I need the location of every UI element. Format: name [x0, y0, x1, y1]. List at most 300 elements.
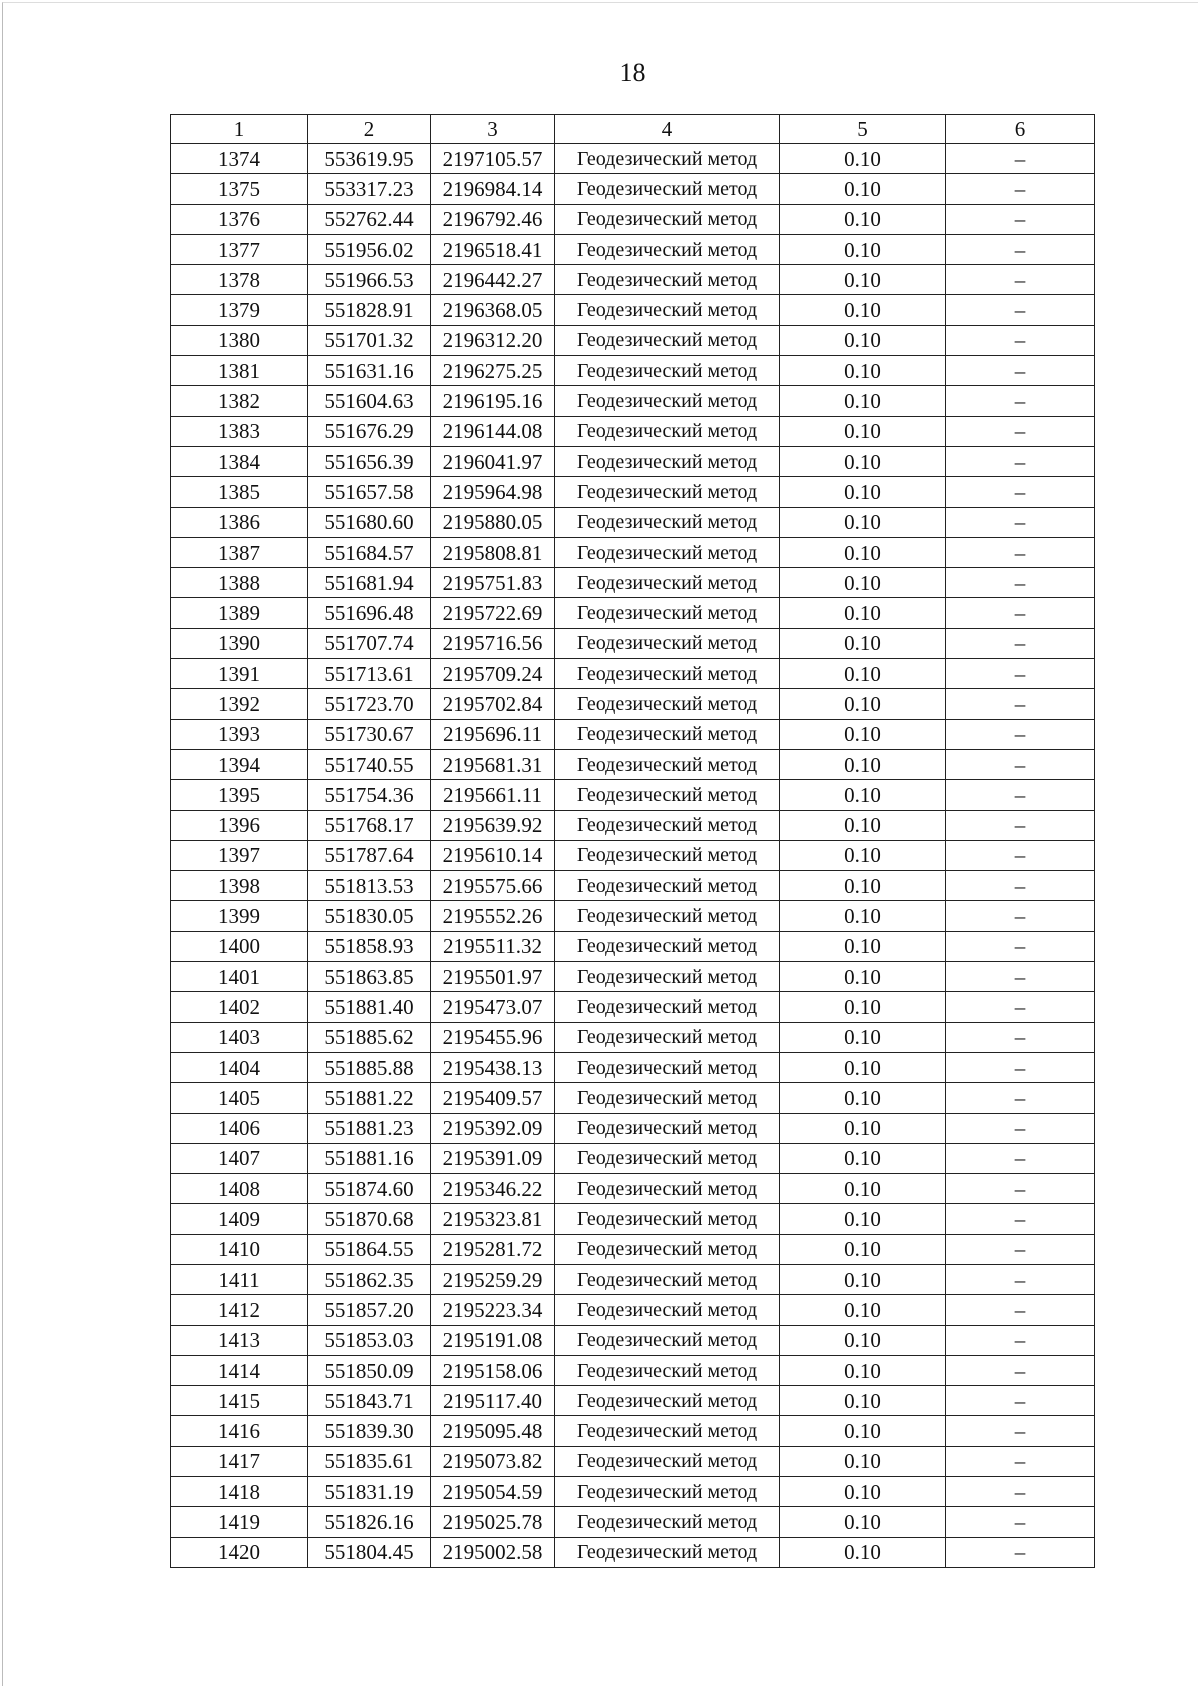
method-cell: Геодезический метод	[555, 386, 780, 416]
point-number-cell: 1418	[171, 1477, 308, 1507]
x-coordinate-cell: 551604.63	[308, 386, 431, 416]
method-cell: Геодезический метод	[555, 871, 780, 901]
note-cell: –	[946, 1174, 1095, 1204]
x-coordinate-cell: 551885.62	[308, 1022, 431, 1052]
x-coordinate-cell: 551813.53	[308, 871, 431, 901]
note-cell: –	[946, 204, 1095, 234]
point-number-cell: 1396	[171, 810, 308, 840]
column-header: 1	[171, 115, 308, 144]
table-row	[171, 962, 1095, 992]
note-cell: –	[946, 780, 1095, 810]
y-coordinate-cell: 2196984.14	[431, 174, 555, 204]
note-cell: –	[946, 749, 1095, 779]
method-cell: Геодезический метод	[555, 356, 780, 386]
y-coordinate-cell: 2195455.96	[431, 1022, 555, 1052]
point-number-cell: 1375	[171, 174, 308, 204]
point-number-cell: 1394	[171, 749, 308, 779]
table-row	[171, 1234, 1095, 1264]
accuracy-cell: 0.10	[780, 659, 946, 689]
accuracy-cell: 0.10	[780, 871, 946, 901]
accuracy-cell: 0.10	[780, 1022, 946, 1052]
method-cell: Геодезический метод	[555, 1355, 780, 1385]
accuracy-cell: 0.10	[780, 931, 946, 961]
point-number-cell: 1409	[171, 1204, 308, 1234]
method-cell: Геодезический метод	[555, 1052, 780, 1082]
method-cell: Геодезический метод	[555, 719, 780, 749]
accuracy-cell: 0.10	[780, 780, 946, 810]
y-coordinate-cell: 2195281.72	[431, 1234, 555, 1264]
method-cell: Геодезический метод	[555, 1477, 780, 1507]
x-coordinate-cell: 551696.48	[308, 598, 431, 628]
note-cell: –	[946, 477, 1095, 507]
accuracy-cell: 0.10	[780, 901, 946, 931]
y-coordinate-cell: 2195751.83	[431, 568, 555, 598]
column-header: 6	[946, 115, 1095, 144]
table-row	[171, 1446, 1095, 1476]
x-coordinate-cell: 551835.61	[308, 1446, 431, 1476]
point-number-cell: 1413	[171, 1325, 308, 1355]
y-coordinate-cell: 2195323.81	[431, 1204, 555, 1234]
y-coordinate-cell: 2195702.84	[431, 689, 555, 719]
note-cell: –	[946, 719, 1095, 749]
note-cell: –	[946, 1234, 1095, 1264]
table-row	[171, 931, 1095, 961]
point-number-cell: 1411	[171, 1264, 308, 1294]
note-cell: –	[946, 659, 1095, 689]
note-cell: –	[946, 1355, 1095, 1385]
point-number-cell: 1414	[171, 1355, 308, 1385]
method-cell: Геодезический метод	[555, 1325, 780, 1355]
point-number-cell: 1388	[171, 568, 308, 598]
table-row	[171, 234, 1095, 264]
accuracy-cell: 0.10	[780, 810, 946, 840]
point-number-cell: 1386	[171, 507, 308, 537]
table-body	[171, 115, 1095, 1568]
y-coordinate-cell: 2195025.78	[431, 1507, 555, 1537]
accuracy-cell: 0.10	[780, 719, 946, 749]
accuracy-cell: 0.10	[780, 598, 946, 628]
accuracy-cell: 0.10	[780, 1204, 946, 1234]
point-number-cell: 1410	[171, 1234, 308, 1264]
table-row	[171, 689, 1095, 719]
method-cell: Геодезический метод	[555, 749, 780, 779]
x-coordinate-cell: 551881.40	[308, 992, 431, 1022]
y-coordinate-cell: 2195880.05	[431, 507, 555, 537]
point-number-cell: 1400	[171, 931, 308, 961]
point-number-cell: 1378	[171, 265, 308, 295]
accuracy-cell: 0.10	[780, 295, 946, 325]
x-coordinate-cell: 551656.39	[308, 446, 431, 476]
accuracy-cell: 0.10	[780, 840, 946, 870]
method-cell: Геодезический метод	[555, 234, 780, 264]
x-coordinate-cell: 551631.16	[308, 356, 431, 386]
accuracy-cell: 0.10	[780, 477, 946, 507]
note-cell: –	[946, 1143, 1095, 1173]
table-row	[171, 780, 1095, 810]
point-number-cell: 1408	[171, 1174, 308, 1204]
y-coordinate-cell: 2196275.25	[431, 356, 555, 386]
point-number-cell: 1377	[171, 234, 308, 264]
table-row	[171, 507, 1095, 537]
method-cell: Геодезический метод	[555, 144, 780, 174]
accuracy-cell: 0.10	[780, 568, 946, 598]
point-number-cell: 1379	[171, 295, 308, 325]
point-number-cell: 1382	[171, 386, 308, 416]
y-coordinate-cell: 2195575.66	[431, 871, 555, 901]
point-number-cell: 1416	[171, 1416, 308, 1446]
table-row	[171, 144, 1095, 174]
point-number-cell: 1398	[171, 871, 308, 901]
accuracy-cell: 0.10	[780, 265, 946, 295]
y-coordinate-cell: 2195391.09	[431, 1143, 555, 1173]
x-coordinate-cell: 551680.60	[308, 507, 431, 537]
accuracy-cell: 0.10	[780, 1416, 946, 1446]
accuracy-cell: 0.10	[780, 356, 946, 386]
accuracy-cell: 0.10	[780, 325, 946, 355]
table-row	[171, 1386, 1095, 1416]
x-coordinate-cell: 551956.02	[308, 234, 431, 264]
y-coordinate-cell: 2196368.05	[431, 295, 555, 325]
method-cell: Геодезический метод	[555, 962, 780, 992]
x-coordinate-cell: 551830.05	[308, 901, 431, 931]
y-coordinate-cell: 2195259.29	[431, 1264, 555, 1294]
y-coordinate-cell: 2196144.08	[431, 416, 555, 446]
accuracy-cell: 0.10	[780, 689, 946, 719]
table-row	[171, 204, 1095, 234]
point-number-cell: 1403	[171, 1022, 308, 1052]
method-cell: Геодезический метод	[555, 810, 780, 840]
note-cell: –	[946, 871, 1095, 901]
x-coordinate-cell: 551723.70	[308, 689, 431, 719]
y-coordinate-cell: 2196312.20	[431, 325, 555, 355]
method-cell: Геодезический метод	[555, 1083, 780, 1113]
accuracy-cell: 0.10	[780, 234, 946, 264]
note-cell: –	[946, 931, 1095, 961]
y-coordinate-cell: 2195438.13	[431, 1052, 555, 1082]
note-cell: –	[946, 689, 1095, 719]
table-row	[171, 1537, 1095, 1567]
y-coordinate-cell: 2196195.16	[431, 386, 555, 416]
point-number-cell: 1391	[171, 659, 308, 689]
accuracy-cell: 0.10	[780, 992, 946, 1022]
accuracy-cell: 0.10	[780, 537, 946, 567]
method-cell: Геодезический метод	[555, 780, 780, 810]
note-cell: –	[946, 386, 1095, 416]
method-cell: Геодезический метод	[555, 1204, 780, 1234]
accuracy-cell: 0.10	[780, 749, 946, 779]
y-coordinate-cell: 2195473.07	[431, 992, 555, 1022]
table-row	[171, 1325, 1095, 1355]
x-coordinate-cell: 551874.60	[308, 1174, 431, 1204]
note-cell: –	[946, 1052, 1095, 1082]
x-coordinate-cell: 551681.94	[308, 568, 431, 598]
table-row	[171, 659, 1095, 689]
x-coordinate-cell: 551853.03	[308, 1325, 431, 1355]
table-row	[171, 1143, 1095, 1173]
x-coordinate-cell: 553317.23	[308, 174, 431, 204]
point-number-cell: 1406	[171, 1113, 308, 1143]
x-coordinate-cell: 551740.55	[308, 749, 431, 779]
table-row	[171, 1204, 1095, 1234]
accuracy-cell: 0.10	[780, 386, 946, 416]
table-row	[171, 1022, 1095, 1052]
table-row	[171, 1264, 1095, 1294]
x-coordinate-cell: 551843.71	[308, 1386, 431, 1416]
table-row	[171, 871, 1095, 901]
table-row	[171, 1295, 1095, 1325]
y-coordinate-cell: 2195095.48	[431, 1416, 555, 1446]
x-coordinate-cell: 551850.09	[308, 1355, 431, 1385]
note-cell: –	[946, 901, 1095, 931]
point-number-cell: 1387	[171, 537, 308, 567]
accuracy-cell: 0.10	[780, 962, 946, 992]
table-row	[171, 1355, 1095, 1385]
note-cell: –	[946, 628, 1095, 658]
x-coordinate-cell: 551857.20	[308, 1295, 431, 1325]
y-coordinate-cell: 2195501.97	[431, 962, 555, 992]
y-coordinate-cell: 2195409.57	[431, 1083, 555, 1113]
note-cell: –	[946, 962, 1095, 992]
accuracy-cell: 0.10	[780, 446, 946, 476]
method-cell: Геодезический метод	[555, 1174, 780, 1204]
x-coordinate-cell: 551870.68	[308, 1204, 431, 1234]
method-cell: Геодезический метод	[555, 992, 780, 1022]
x-coordinate-cell: 551707.74	[308, 628, 431, 658]
point-number-cell: 1419	[171, 1507, 308, 1537]
column-header: 5	[780, 115, 946, 144]
note-cell: –	[946, 1416, 1095, 1446]
note-cell: –	[946, 1022, 1095, 1052]
note-cell: –	[946, 234, 1095, 264]
y-coordinate-cell: 2196442.27	[431, 265, 555, 295]
point-number-cell: 1402	[171, 992, 308, 1022]
table-row	[171, 568, 1095, 598]
x-coordinate-cell: 551831.19	[308, 1477, 431, 1507]
method-cell: Геодезический метод	[555, 840, 780, 870]
point-number-cell: 1385	[171, 477, 308, 507]
method-cell: Геодезический метод	[555, 1537, 780, 1567]
method-cell: Геодезический метод	[555, 507, 780, 537]
y-coordinate-cell: 2196518.41	[431, 234, 555, 264]
table-row	[171, 1477, 1095, 1507]
point-number-cell: 1384	[171, 446, 308, 476]
note-cell: –	[946, 1295, 1095, 1325]
table-row	[171, 477, 1095, 507]
method-cell: Геодезический метод	[555, 689, 780, 719]
table-row	[171, 1416, 1095, 1446]
accuracy-cell: 0.10	[780, 1113, 946, 1143]
note-cell: –	[946, 1386, 1095, 1416]
x-coordinate-cell: 551684.57	[308, 537, 431, 567]
x-coordinate-cell: 551713.61	[308, 659, 431, 689]
note-cell: –	[946, 1507, 1095, 1537]
x-coordinate-cell: 551839.30	[308, 1416, 431, 1446]
accuracy-cell: 0.10	[780, 1386, 946, 1416]
table-row	[171, 749, 1095, 779]
y-coordinate-cell: 2195552.26	[431, 901, 555, 931]
method-cell: Геодезический метод	[555, 537, 780, 567]
x-coordinate-cell: 551862.35	[308, 1264, 431, 1294]
point-number-cell: 1405	[171, 1083, 308, 1113]
method-cell: Геодезический метод	[555, 1143, 780, 1173]
method-cell: Геодезический метод	[555, 1295, 780, 1325]
table-row	[171, 1174, 1095, 1204]
method-cell: Геодезический метод	[555, 446, 780, 476]
accuracy-cell: 0.10	[780, 1264, 946, 1294]
point-number-cell: 1390	[171, 628, 308, 658]
point-number-cell: 1395	[171, 780, 308, 810]
point-number-cell: 1417	[171, 1446, 308, 1476]
table-row	[171, 325, 1095, 355]
method-cell: Геодезический метод	[555, 174, 780, 204]
y-coordinate-cell: 2197105.57	[431, 144, 555, 174]
y-coordinate-cell: 2195808.81	[431, 537, 555, 567]
x-coordinate-cell: 551881.23	[308, 1113, 431, 1143]
accuracy-cell: 0.10	[780, 1234, 946, 1264]
accuracy-cell: 0.10	[780, 204, 946, 234]
y-coordinate-cell: 2195073.82	[431, 1446, 555, 1476]
table-row	[171, 1507, 1095, 1537]
point-number-cell: 1401	[171, 962, 308, 992]
point-number-cell: 1404	[171, 1052, 308, 1082]
accuracy-cell: 0.10	[780, 1537, 946, 1567]
accuracy-cell: 0.10	[780, 1083, 946, 1113]
point-number-cell: 1383	[171, 416, 308, 446]
y-coordinate-cell: 2195054.59	[431, 1477, 555, 1507]
note-cell: –	[946, 810, 1095, 840]
y-coordinate-cell: 2196041.97	[431, 446, 555, 476]
page-number: 18	[619, 58, 646, 87]
table-row	[171, 1113, 1095, 1143]
point-number-cell: 1393	[171, 719, 308, 749]
method-cell: Геодезический метод	[555, 477, 780, 507]
y-coordinate-cell: 2195002.58	[431, 1537, 555, 1567]
method-cell: Геодезический метод	[555, 1264, 780, 1294]
note-cell: –	[946, 1083, 1095, 1113]
accuracy-cell: 0.10	[780, 1174, 946, 1204]
note-cell: –	[946, 598, 1095, 628]
accuracy-cell: 0.10	[780, 416, 946, 446]
column-header: 2	[308, 115, 431, 144]
x-coordinate-cell: 551826.16	[308, 1507, 431, 1537]
method-cell: Геодезический метод	[555, 1022, 780, 1052]
table-row	[171, 446, 1095, 476]
method-cell: Геодезический метод	[555, 1446, 780, 1476]
x-coordinate-cell: 551676.29	[308, 416, 431, 446]
table-row	[171, 901, 1095, 931]
note-cell: –	[946, 1537, 1095, 1567]
y-coordinate-cell: 2195696.11	[431, 719, 555, 749]
accuracy-cell: 0.10	[780, 1295, 946, 1325]
accuracy-cell: 0.10	[780, 628, 946, 658]
table-row	[171, 537, 1095, 567]
method-cell: Геодезический метод	[555, 1113, 780, 1143]
note-cell: –	[946, 1204, 1095, 1234]
table-row	[171, 992, 1095, 1022]
y-coordinate-cell: 2195639.92	[431, 810, 555, 840]
x-coordinate-cell: 551730.67	[308, 719, 431, 749]
table-row	[171, 295, 1095, 325]
method-cell: Геодезический метод	[555, 901, 780, 931]
table-row	[171, 719, 1095, 749]
note-cell: –	[946, 1477, 1095, 1507]
table-row	[171, 1083, 1095, 1113]
method-cell: Геодезический метод	[555, 1416, 780, 1446]
method-cell: Геодезический метод	[555, 1386, 780, 1416]
x-coordinate-cell: 551828.91	[308, 295, 431, 325]
accuracy-cell: 0.10	[780, 1355, 946, 1385]
point-number-cell: 1399	[171, 901, 308, 931]
y-coordinate-cell: 2195117.40	[431, 1386, 555, 1416]
method-cell: Геодезический метод	[555, 659, 780, 689]
method-cell: Геодезический метод	[555, 204, 780, 234]
accuracy-cell: 0.10	[780, 1052, 946, 1082]
x-coordinate-cell: 551863.85	[308, 962, 431, 992]
y-coordinate-cell: 2195681.31	[431, 749, 555, 779]
table-row	[171, 356, 1095, 386]
y-coordinate-cell: 2195661.11	[431, 780, 555, 810]
point-number-cell: 1420	[171, 1537, 308, 1567]
method-cell: Геодезический метод	[555, 1234, 780, 1264]
x-coordinate-cell: 551754.36	[308, 780, 431, 810]
y-coordinate-cell: 2195610.14	[431, 840, 555, 870]
table-row	[171, 598, 1095, 628]
accuracy-cell: 0.10	[780, 144, 946, 174]
y-coordinate-cell: 2195511.32	[431, 931, 555, 961]
y-coordinate-cell: 2195716.56	[431, 628, 555, 658]
note-cell: –	[946, 1325, 1095, 1355]
x-coordinate-cell: 551881.16	[308, 1143, 431, 1173]
table-header-row	[171, 115, 1095, 144]
note-cell: –	[946, 144, 1095, 174]
point-number-cell: 1389	[171, 598, 308, 628]
point-number-cell: 1415	[171, 1386, 308, 1416]
note-cell: –	[946, 416, 1095, 446]
note-cell: –	[946, 1264, 1095, 1294]
x-coordinate-cell: 551768.17	[308, 810, 431, 840]
method-cell: Геодезический метод	[555, 416, 780, 446]
y-coordinate-cell: 2195223.34	[431, 1295, 555, 1325]
note-cell: –	[946, 1446, 1095, 1476]
point-number-cell: 1412	[171, 1295, 308, 1325]
point-number-cell: 1374	[171, 144, 308, 174]
point-number-cell: 1380	[171, 325, 308, 355]
x-coordinate-cell: 552762.44	[308, 204, 431, 234]
point-number-cell: 1407	[171, 1143, 308, 1173]
accuracy-cell: 0.10	[780, 507, 946, 537]
column-header: 3	[431, 115, 555, 144]
y-coordinate-cell: 2195191.08	[431, 1325, 555, 1355]
accuracy-cell: 0.10	[780, 1477, 946, 1507]
note-cell: –	[946, 356, 1095, 386]
y-coordinate-cell: 2195709.24	[431, 659, 555, 689]
table-row	[171, 628, 1095, 658]
point-number-cell: 1392	[171, 689, 308, 719]
x-coordinate-cell: 551864.55	[308, 1234, 431, 1264]
note-cell: –	[946, 507, 1095, 537]
accuracy-cell: 0.10	[780, 1143, 946, 1173]
accuracy-cell: 0.10	[780, 174, 946, 204]
method-cell: Геодезический метод	[555, 628, 780, 658]
note-cell: –	[946, 840, 1095, 870]
note-cell: –	[946, 295, 1095, 325]
table-row	[171, 810, 1095, 840]
y-coordinate-cell: 2196792.46	[431, 204, 555, 234]
note-cell: –	[946, 1113, 1095, 1143]
point-number-cell: 1397	[171, 840, 308, 870]
method-cell: Геодезический метод	[555, 1507, 780, 1537]
method-cell: Геодезический метод	[555, 295, 780, 325]
